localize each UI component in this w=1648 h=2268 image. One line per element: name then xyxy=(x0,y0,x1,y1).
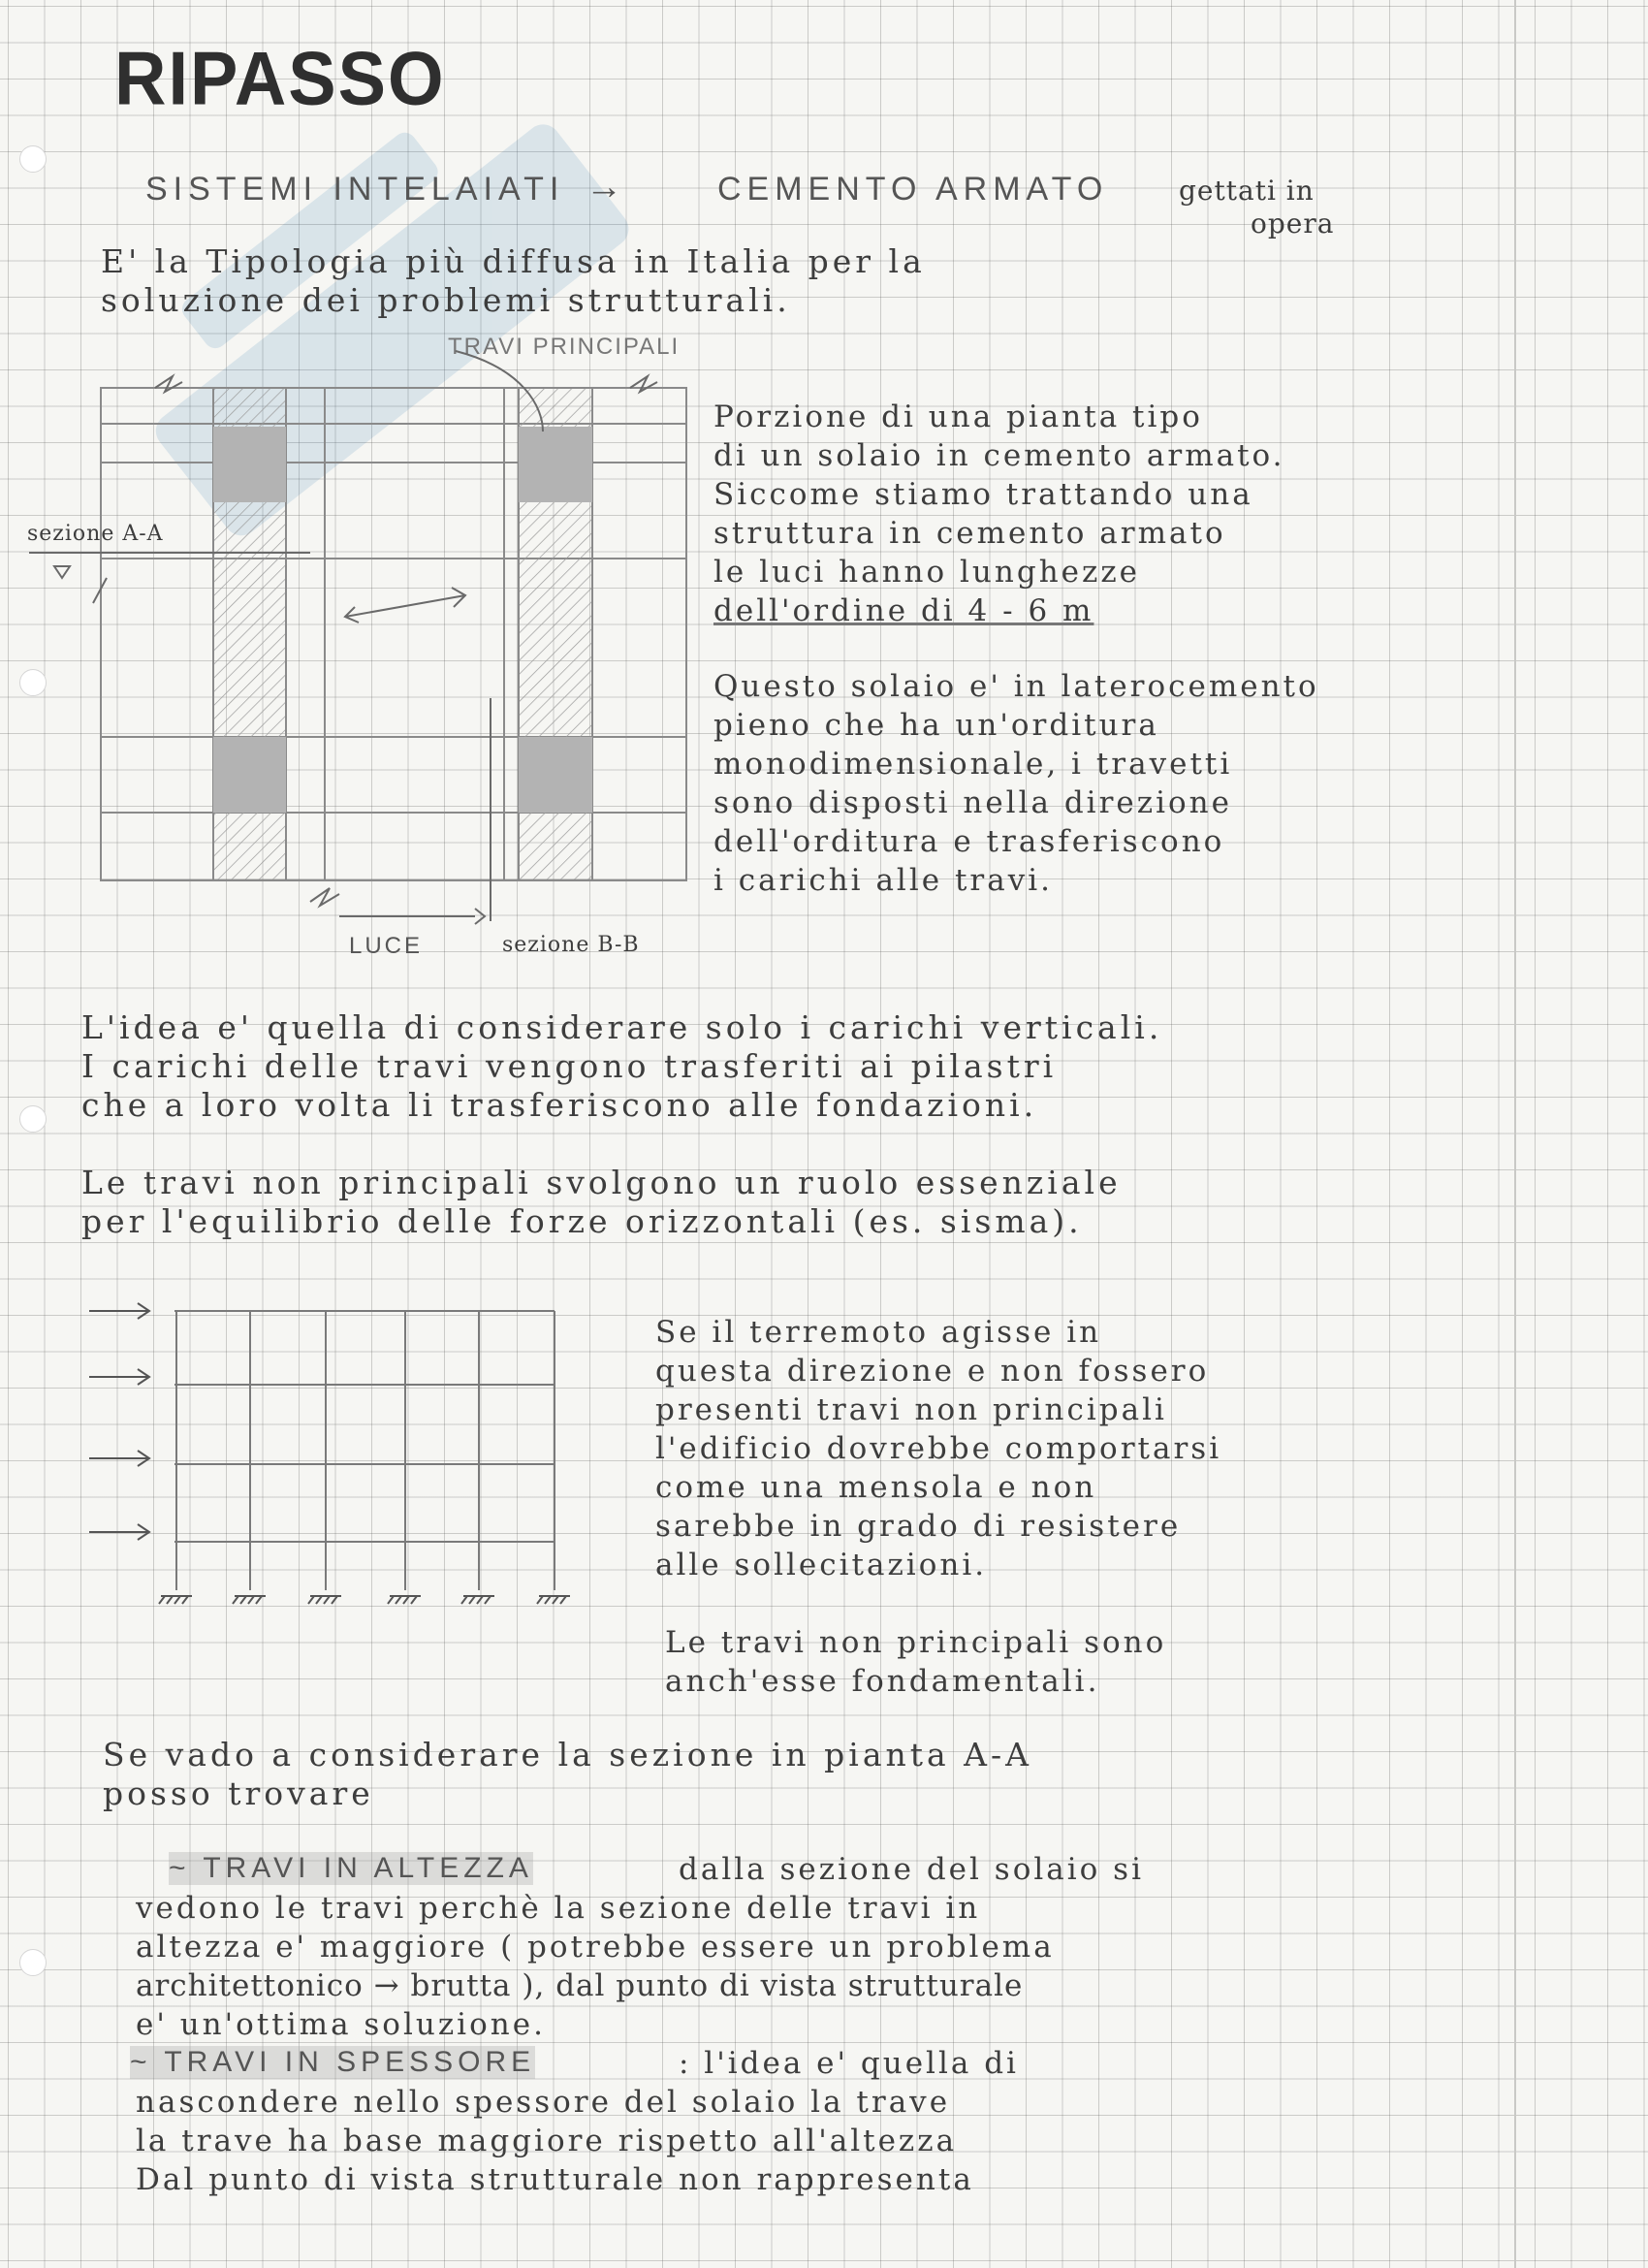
text-line: pieno che ha un'orditura xyxy=(713,708,1159,743)
text-line: Porzione di una pianta tipo xyxy=(713,399,1203,434)
ground-support xyxy=(388,1596,421,1604)
text-line: sono disposti nella direzione xyxy=(713,785,1232,820)
text-line: posso trovare xyxy=(103,1774,374,1812)
text-line: struttura in cemento armato xyxy=(713,516,1226,551)
text-line: vedono le travi perchè la sezione delle travi in xyxy=(136,1891,981,1926)
text-line: presenti travi non principali xyxy=(655,1392,1167,1427)
fig1-label-sezione-b: sezione B-B xyxy=(502,933,640,957)
text-line: i carichi alle travi. xyxy=(713,863,1053,898)
text-line: sarebbe in grado di resistere xyxy=(655,1509,1182,1544)
page-title: RIPASSO xyxy=(114,35,446,121)
text-line: l'edificio dovrebbe comportarsi xyxy=(655,1431,1222,1466)
note-opera: opera xyxy=(1251,208,1335,240)
ground-support xyxy=(308,1596,341,1604)
fig1-label-travi-principali: TRAVI PRINCIPALI xyxy=(448,334,681,360)
text-line: la trave ha base maggiore rispetto all'altezza xyxy=(136,2124,958,2158)
list-item-spessore-label: ~ TRAVI IN SPESSORE xyxy=(130,2046,536,2078)
text-line: dell'ordine di 4 - 6 m xyxy=(713,593,1094,628)
ground-support xyxy=(461,1596,494,1604)
text-line: L'idea e' quella di considerare solo i carichi verticali. xyxy=(81,1008,1163,1046)
list-item-altezza-label: ~ TRAVI IN ALTEZZA xyxy=(169,1852,533,1884)
text-line: questa direzione e non fossero xyxy=(655,1354,1210,1389)
subtitle-left: SISTEMI INTELAIATI xyxy=(145,171,565,208)
note-gettati: gettati in xyxy=(1179,175,1315,207)
text-line: Se vado a considerare la sezione in pianta A-A xyxy=(103,1736,1032,1773)
text-line: Le travi non principali svolgono un ruolo essenziale xyxy=(81,1164,1122,1201)
text-line: architettonico → brutta ), dal punto di vista strutturale xyxy=(136,1968,1024,2003)
force-arrow xyxy=(89,1451,149,1466)
text-line: alle sollecitazioni. xyxy=(655,1548,988,1582)
fig1-label-luce: LUCE xyxy=(349,933,424,959)
ground-support xyxy=(159,1596,192,1604)
text-line: altezza e' maggiore ( potrebbe essere un problema xyxy=(136,1930,1055,1965)
force-arrow xyxy=(89,1369,149,1385)
text-line: Siccome stiamo trattando una xyxy=(713,477,1253,512)
text-line: Se il terremoto agisse in xyxy=(655,1315,1102,1350)
text-line: e' un'ottima soluzione. xyxy=(136,2007,546,2042)
list-item-altezza-rest: dalla sezione del solaio si xyxy=(679,1852,1145,1887)
text-line: le luci hanno lunghezze xyxy=(713,555,1141,590)
ground-support xyxy=(537,1596,570,1604)
intro-line-1: E' la Tipologia più diffusa in Italia per la xyxy=(101,242,926,280)
text-line: I carichi delle travi vengono trasferiti ai pilastri xyxy=(81,1047,1058,1085)
force-arrow xyxy=(89,1303,149,1319)
fig1-label-sezione-a: sezione A-A xyxy=(27,522,164,546)
intro-line-2: soluzione dei problemi strutturali. xyxy=(101,281,791,319)
subtitle-right: CEMENTO ARMATO xyxy=(717,171,1109,208)
text-line: Le travi non principali sono xyxy=(665,1625,1167,1660)
text-line: Questo solaio e' in laterocemento xyxy=(713,669,1319,704)
text-line: monodimensionale, i travetti xyxy=(713,747,1233,782)
text-line: che a loro volta li trasferiscono alle fondazioni. xyxy=(81,1086,1038,1124)
text-line: come una mensola e non xyxy=(655,1470,1097,1505)
text-line: per l'equilibrio delle forze orizzontali (es. sisma). xyxy=(81,1202,1083,1240)
force-arrow xyxy=(89,1524,149,1540)
list-item-spessore-rest: : l'idea e' quella di xyxy=(679,2046,1019,2081)
subtitle-arrow: → xyxy=(586,167,622,208)
text-line: di un solaio in cemento armato. xyxy=(713,438,1285,473)
text-line: nascondere nello spessore del solaio la trave xyxy=(136,2085,951,2120)
text-line: dell'orditura e trasferiscono xyxy=(713,824,1225,859)
ground-support xyxy=(233,1596,266,1604)
text-line: Dal punto di vista strutturale non rappresenta xyxy=(136,2162,974,2197)
text-line: anch'esse fondamentali. xyxy=(665,1664,1100,1699)
